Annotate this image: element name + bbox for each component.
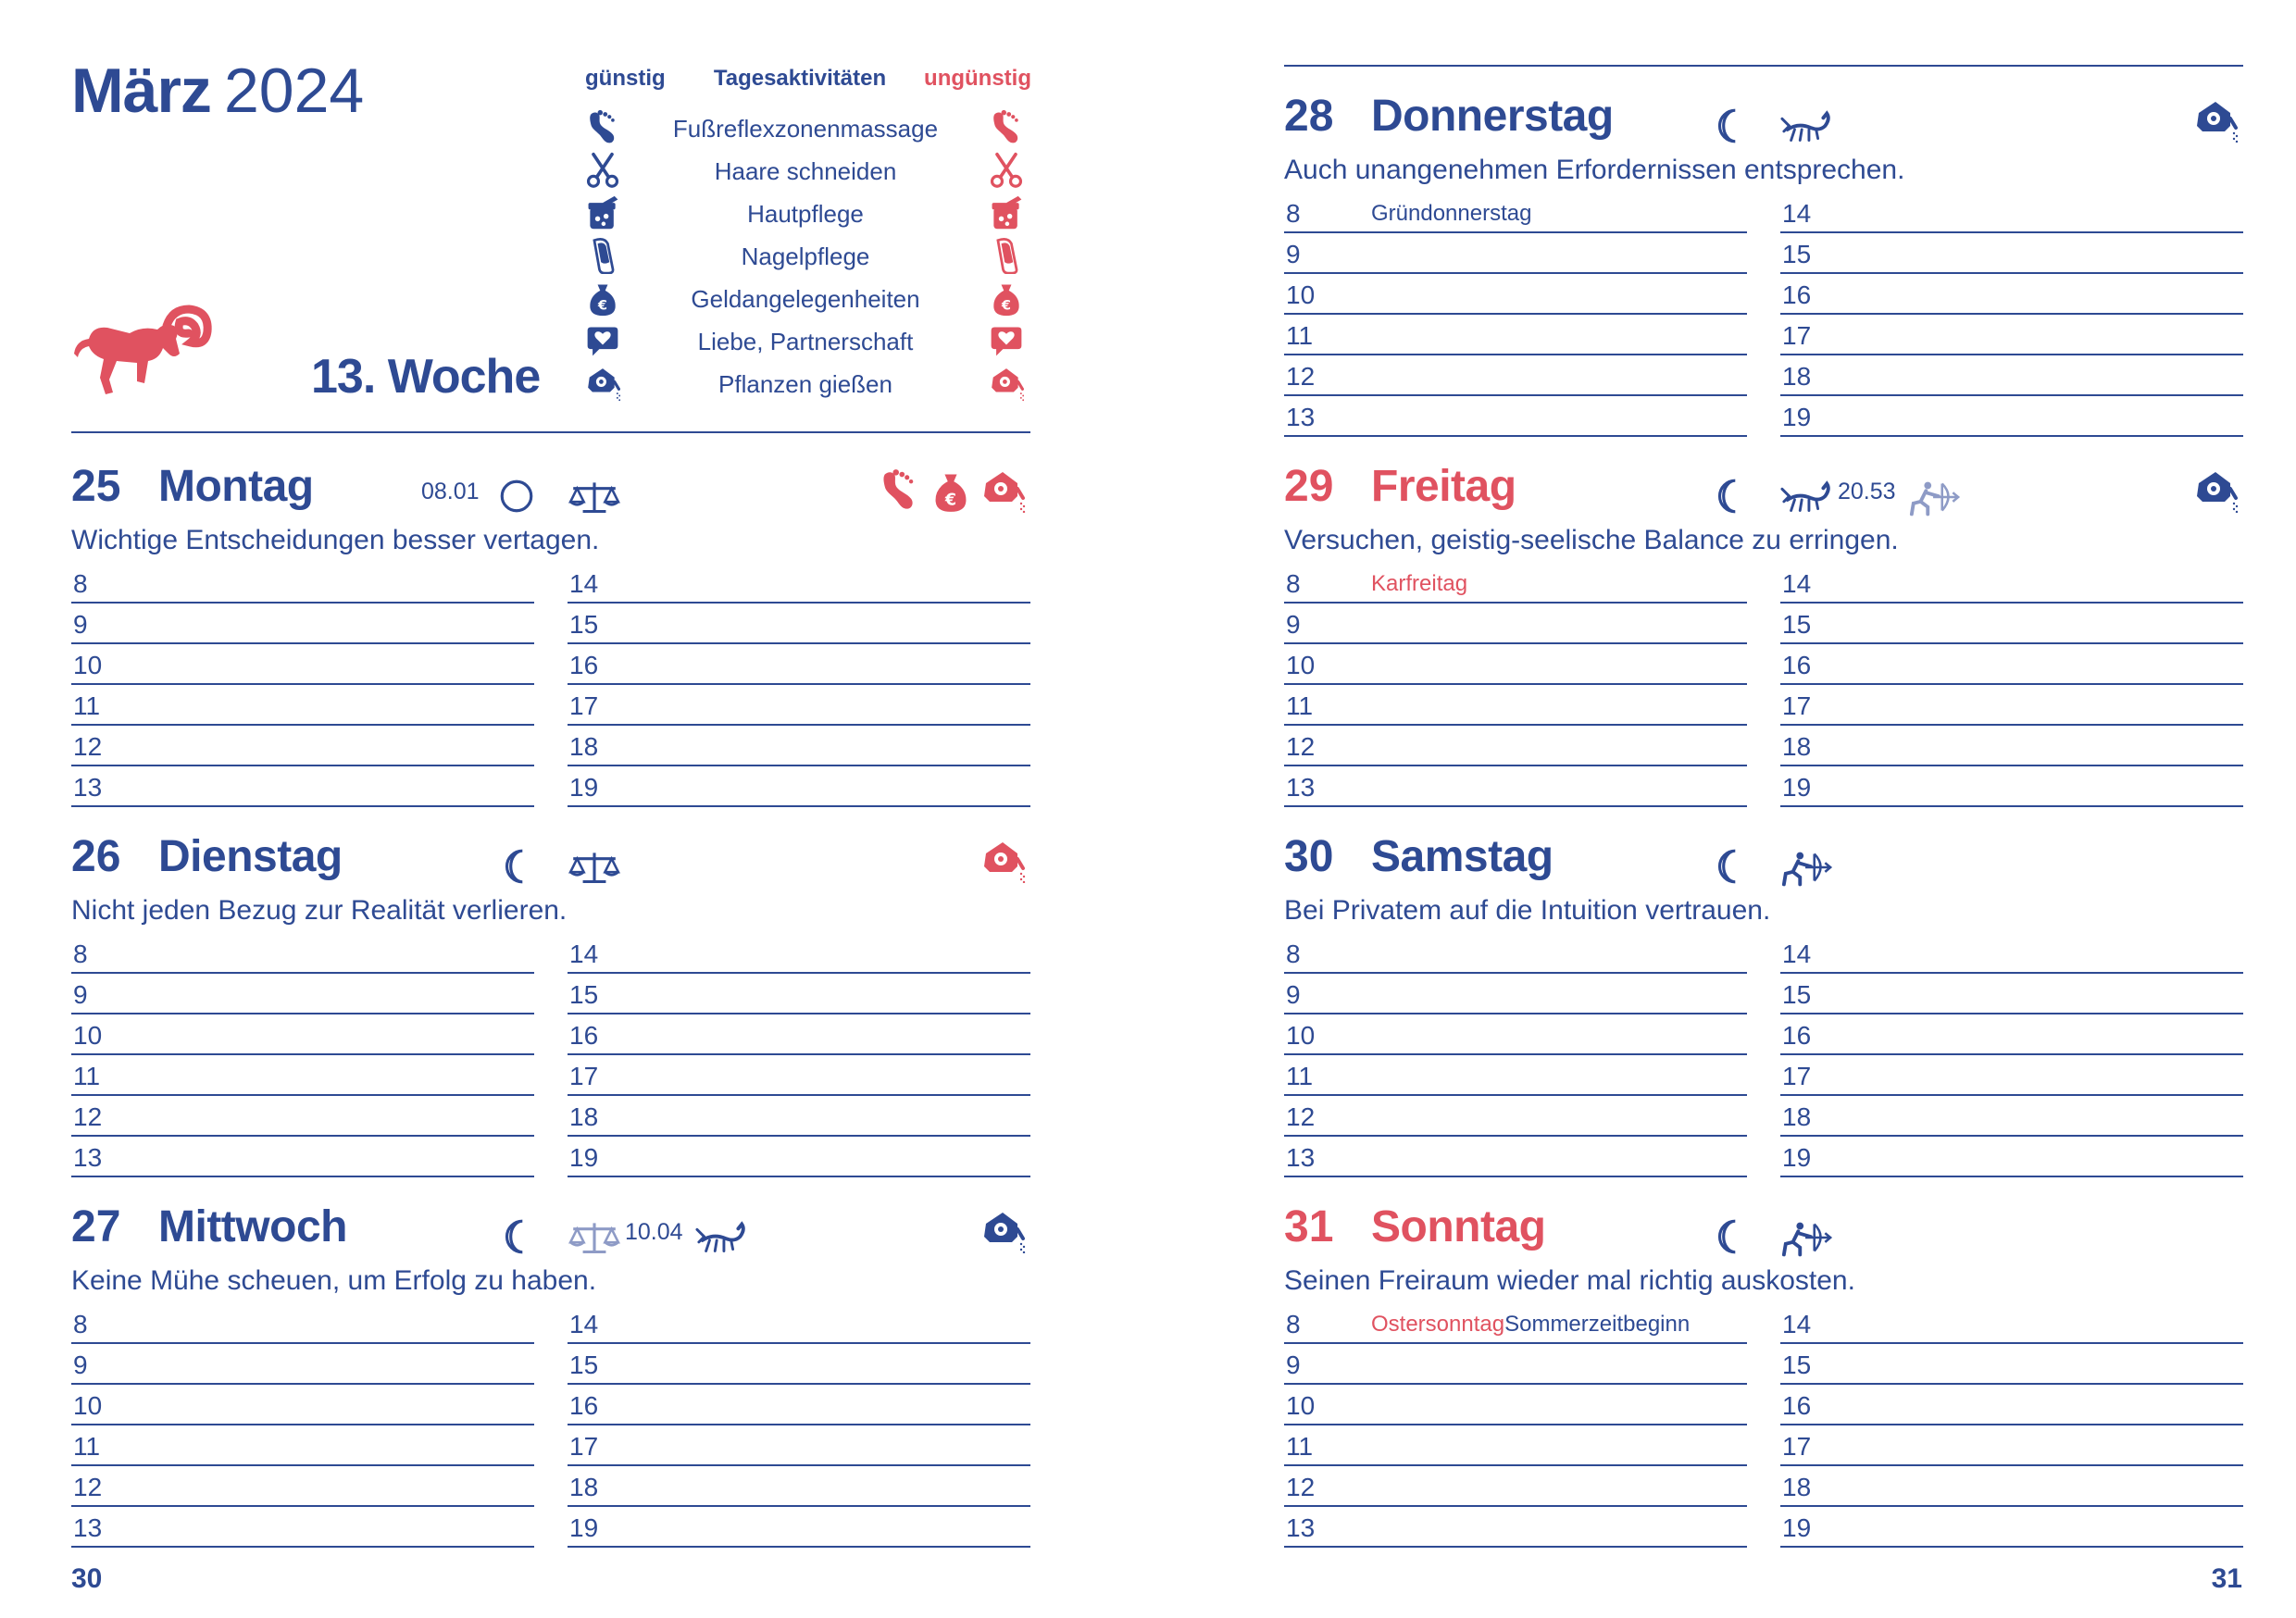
waning-moon-icon	[497, 1214, 536, 1259]
hour-line[interactable]	[568, 1385, 1030, 1425]
hour-label: 11	[73, 1432, 101, 1461]
hour-line[interactable]	[1284, 1303, 1747, 1344]
hour-line[interactable]	[1284, 933, 1747, 974]
hour-label: 11	[73, 1062, 101, 1090]
nail-icon	[989, 237, 1024, 274]
money-bag-icon	[585, 280, 620, 317]
day-block	[71, 829, 1030, 1200]
heart-bubble-icon	[989, 322, 1024, 359]
hour-label: 14	[569, 940, 599, 968]
hour-label: 14	[1782, 199, 1812, 228]
hour-line[interactable]	[568, 1303, 1030, 1344]
aries-icon	[70, 302, 218, 398]
hour-label: 15	[1782, 610, 1812, 639]
hour-label: 18	[1782, 1102, 1812, 1131]
hour-label: 13	[1286, 1513, 1316, 1542]
hour-label: 8	[1286, 199, 1301, 228]
hour-line[interactable]	[1780, 1425, 2243, 1466]
event-note: Sommerzeitbeginn	[1504, 1312, 1691, 1337]
hour-label: 15	[569, 980, 599, 1009]
holiday-note: Karfreitag	[1371, 571, 1468, 596]
hour-label: 10	[1286, 1391, 1316, 1420]
waning-moon-icon	[1710, 104, 1749, 148]
activities-title: Tagesaktivitäten	[713, 66, 887, 91]
libra-icon	[568, 846, 621, 890]
hour-label: 17	[1782, 1432, 1812, 1461]
hour-label: 16	[1782, 280, 1812, 309]
hour-label: 12	[1286, 1473, 1316, 1501]
watering-can-icon	[979, 468, 1027, 513]
hour-label: 18	[569, 1473, 599, 1501]
waning-moon-icon	[1710, 474, 1749, 518]
day-block	[1284, 1200, 2243, 1570]
hours-column-afternoon	[568, 563, 1030, 807]
hour-line[interactable]	[568, 1014, 1030, 1055]
favorable-label: günstig	[585, 66, 666, 91]
hour-label: 12	[1286, 1102, 1316, 1131]
day-block	[71, 1200, 1030, 1570]
activity-row	[585, 150, 1029, 193]
hour-label: 8	[1286, 1310, 1301, 1338]
hour-line[interactable]	[71, 1425, 534, 1466]
hour-label: 9	[73, 610, 88, 639]
week-label: 13. Woche	[311, 350, 541, 404]
hour-line[interactable]	[1780, 933, 2243, 974]
hour-line[interactable]	[568, 685, 1030, 726]
hour-line[interactable]	[71, 604, 534, 644]
hour-line[interactable]	[568, 644, 1030, 685]
hour-line[interactable]	[1284, 563, 1747, 604]
hour-label: 8	[73, 1310, 88, 1338]
hour-line[interactable]	[1284, 1055, 1747, 1096]
activity-label: Fußreflexzonenmassage	[672, 115, 939, 143]
hours-column-afternoon	[1780, 563, 2243, 807]
unfavorable-label: ungünstig	[924, 66, 1031, 91]
activity-label: Liebe, Partnerschaft	[697, 328, 914, 355]
day-block	[1284, 829, 2243, 1200]
hour-line[interactable]	[71, 1096, 534, 1137]
day-note	[1371, 570, 1467, 598]
hour-label: 8	[1286, 940, 1301, 968]
hour-line[interactable]	[1284, 604, 1747, 644]
hour-line[interactable]	[71, 644, 534, 685]
hour-line[interactable]	[1780, 1303, 2243, 1344]
nail-icon	[585, 237, 620, 274]
day-note	[1371, 1311, 1690, 1338]
hour-label: 19	[1782, 403, 1812, 431]
hour-line[interactable]	[1780, 1055, 2243, 1096]
month-name: März	[71, 56, 211, 126]
hours-column-afternoon	[1780, 933, 2243, 1177]
scorpio-icon	[1780, 106, 1834, 150]
day-block	[1284, 89, 2243, 459]
hour-label: 13	[1286, 773, 1316, 802]
hour-line[interactable]	[71, 1344, 534, 1385]
hour-line[interactable]	[71, 1466, 534, 1507]
hour-line[interactable]	[568, 1055, 1030, 1096]
day-motto: Keine Mühe scheuen, um Erfolg zu haben.	[71, 1265, 597, 1296]
hour-label: 8	[73, 940, 88, 968]
hour-line[interactable]	[568, 726, 1030, 766]
header-divider-right	[1284, 65, 2243, 67]
day-motto: Nicht jeden Bezug zur Realität verlieren.	[71, 895, 568, 926]
hour-label: 19	[1782, 773, 1812, 802]
waning-moon-icon	[1710, 1214, 1749, 1259]
sagittarius-icon	[1780, 1216, 1834, 1261]
activity-row	[585, 320, 1029, 363]
hour-label: 11	[1286, 1062, 1314, 1090]
header-divider	[71, 431, 1030, 433]
hour-line[interactable]	[1284, 685, 1747, 726]
hour-line[interactable]	[1284, 1385, 1747, 1425]
hour-label: 8	[73, 569, 88, 598]
activity-label: Haare schneiden	[714, 157, 897, 185]
hour-line[interactable]	[1284, 396, 1747, 437]
hour-line[interactable]	[1780, 355, 2243, 396]
hour-label: 10	[1286, 651, 1316, 679]
sagittarius-icon	[1908, 476, 1962, 520]
watering-can-icon	[2191, 468, 2240, 513]
hour-line[interactable]	[1780, 274, 2243, 315]
hour-line[interactable]	[71, 563, 534, 604]
hour-line[interactable]	[1780, 563, 2243, 604]
day-block	[1284, 459, 2243, 829]
hour-line[interactable]	[1284, 355, 1747, 396]
hour-line[interactable]	[1780, 1014, 2243, 1055]
hour-label: 12	[73, 1102, 103, 1131]
hour-line[interactable]	[1284, 1466, 1747, 1507]
scorpio-icon	[1780, 476, 1834, 520]
hour-label: 17	[1782, 1062, 1812, 1090]
day-number: 30	[1284, 832, 1334, 881]
hours-column-morning	[1284, 1303, 1747, 1548]
hours-column-afternoon	[1780, 193, 2243, 437]
hour-line[interactable]	[1780, 604, 2243, 644]
hour-line[interactable]	[1284, 726, 1747, 766]
libra-icon	[568, 1216, 621, 1261]
hour-label: 12	[73, 732, 103, 761]
hour-label: 10	[73, 1391, 103, 1420]
cream-jar-icon	[989, 194, 1024, 231]
hour-label: 13	[1286, 1143, 1316, 1172]
hour-line[interactable]	[1780, 766, 2243, 807]
hour-line[interactable]	[1780, 685, 2243, 726]
hour-label: 9	[1286, 1350, 1301, 1379]
activity-row	[585, 193, 1029, 235]
hour-label: 9	[73, 1350, 88, 1379]
scissors-icon	[585, 152, 620, 189]
hour-label: 14	[569, 569, 599, 598]
hours-column-afternoon	[568, 1303, 1030, 1548]
hour-line[interactable]	[1780, 233, 2243, 274]
cream-jar-icon	[585, 194, 620, 231]
hour-line[interactable]	[1284, 974, 1747, 1014]
hour-line[interactable]	[71, 1137, 534, 1177]
hour-line[interactable]	[568, 1425, 1030, 1466]
hour-line[interactable]	[568, 563, 1030, 604]
hour-label: 14	[1782, 1310, 1812, 1338]
hour-label: 19	[569, 773, 599, 802]
hours-column-morning	[71, 933, 534, 1177]
hour-line[interactable]	[1284, 193, 1747, 233]
hour-label: 10	[1286, 280, 1316, 309]
holiday-note: Ostersonntag	[1371, 1312, 1505, 1337]
hour-line[interactable]	[568, 1344, 1030, 1385]
hour-label: 13	[73, 1513, 103, 1542]
foot-icon	[585, 109, 620, 146]
hour-line[interactable]	[1780, 193, 2243, 233]
hour-line[interactable]	[1780, 396, 2243, 437]
waning-moon-icon	[497, 844, 536, 889]
moon-time: 08.01	[421, 479, 480, 504]
hour-line[interactable]	[568, 1137, 1030, 1177]
hour-line[interactable]	[71, 1507, 534, 1548]
heart-bubble-icon	[585, 322, 620, 359]
hour-label: 15	[569, 610, 599, 639]
day-number: 26	[71, 832, 121, 881]
day-block	[71, 459, 1030, 829]
day-motto: Seinen Freiraum wieder mal richtig auskosten.	[1284, 1265, 1855, 1296]
weekday-name: Freitag	[1371, 462, 1516, 511]
hour-label: 11	[73, 691, 101, 720]
activity-label: Hautpflege	[747, 200, 864, 228]
weekday-name: Donnerstag	[1371, 92, 1614, 141]
hour-line[interactable]	[1780, 1137, 2243, 1177]
activity-row	[585, 363, 1029, 405]
day-number: 31	[1284, 1202, 1334, 1251]
activity-label: Nagelpflege	[741, 243, 870, 270]
hour-label: 18	[1782, 362, 1812, 391]
hour-line[interactable]	[71, 1014, 534, 1055]
hour-line[interactable]	[1780, 1344, 2243, 1385]
watering-can-icon	[979, 1209, 1027, 1253]
watering-can-icon	[979, 839, 1027, 883]
hour-label: 11	[1286, 321, 1314, 350]
hour-line[interactable]	[1284, 315, 1747, 355]
hour-label: 18	[569, 1102, 599, 1131]
hour-line[interactable]	[1780, 644, 2243, 685]
hour-line[interactable]	[568, 1096, 1030, 1137]
hour-label: 9	[1286, 610, 1301, 639]
hour-label: 19	[1782, 1143, 1812, 1172]
hour-label: 10	[1286, 1021, 1316, 1050]
hour-label: 17	[569, 1062, 599, 1090]
foot-icon	[875, 468, 923, 513]
sign-change-time: 10.04	[625, 1219, 683, 1245]
hour-line[interactable]	[1284, 644, 1747, 685]
activity-label: Geldangelegenheiten	[691, 285, 920, 313]
page-number-right: 31	[2211, 1563, 2242, 1594]
hour-label: 14	[569, 1310, 599, 1338]
hour-label: 16	[1782, 1391, 1812, 1420]
day-motto: Bei Privatem auf die Intuition vertrauen.	[1284, 895, 1771, 926]
libra-icon	[568, 476, 621, 520]
weekday-name: Samstag	[1371, 832, 1554, 881]
hour-line[interactable]	[568, 1466, 1030, 1507]
hour-label: 16	[569, 1021, 599, 1050]
hours-column-morning	[71, 563, 534, 807]
hour-label: 16	[569, 651, 599, 679]
money-bag-icon	[927, 468, 975, 513]
hour-label: 17	[1782, 691, 1812, 720]
hour-line[interactable]	[71, 933, 534, 974]
sign-change-time: 20.53	[1838, 479, 1896, 504]
hour-label: 19	[569, 1513, 599, 1542]
weekday-name: Sonntag	[1371, 1202, 1546, 1251]
hour-line[interactable]	[71, 1385, 534, 1425]
waning-moon-icon	[1710, 844, 1749, 889]
hour-label: 19	[1782, 1513, 1812, 1542]
watering-can-icon	[2191, 98, 2240, 143]
day-number: 27	[71, 1202, 121, 1251]
day-motto: Versuchen, geistig-seelische Balance zu erringen.	[1284, 525, 1899, 555]
day-motto: Wichtige Entscheidungen besser vertagen.	[71, 525, 600, 555]
watering-can-icon	[989, 365, 1024, 402]
hour-label: 15	[1782, 240, 1812, 268]
hour-label: 9	[73, 980, 88, 1009]
hour-line[interactable]	[1780, 315, 2243, 355]
hour-label: 12	[73, 1473, 103, 1501]
hour-label: 16	[569, 1391, 599, 1420]
hour-label: 13	[1286, 403, 1316, 431]
hours-column-afternoon	[568, 933, 1030, 1177]
foot-icon	[989, 109, 1024, 146]
hour-line[interactable]	[1284, 274, 1747, 315]
hour-label: 13	[73, 773, 103, 802]
hour-label: 11	[1286, 1432, 1314, 1461]
hours-column-morning	[71, 1303, 534, 1548]
day-number: 29	[1284, 462, 1334, 511]
hour-line[interactable]	[568, 974, 1030, 1014]
hour-label: 15	[1782, 980, 1812, 1009]
hour-line[interactable]	[1284, 766, 1747, 807]
day-note	[1371, 200, 1531, 228]
hour-label: 15	[1782, 1350, 1812, 1379]
hour-label: 16	[1782, 1021, 1812, 1050]
hour-line[interactable]	[71, 726, 534, 766]
event-note: Gründonnerstag	[1371, 201, 1532, 226]
hour-label: 17	[1782, 321, 1812, 350]
hour-line[interactable]	[1284, 1014, 1747, 1055]
hour-label: 9	[1286, 980, 1301, 1009]
hour-label: 19	[569, 1143, 599, 1172]
hour-label: 8	[1286, 569, 1301, 598]
hour-label: 11	[1286, 691, 1314, 720]
weekday-name: Mittwoch	[158, 1202, 347, 1251]
hour-line[interactable]	[568, 766, 1030, 807]
hour-label: 12	[1286, 362, 1316, 391]
scorpio-icon	[695, 1216, 749, 1261]
sagittarius-icon	[1780, 846, 1834, 890]
hour-line[interactable]	[1284, 233, 1747, 274]
hour-line[interactable]	[71, 1055, 534, 1096]
day-number: 25	[71, 462, 121, 511]
hour-label: 15	[569, 1350, 599, 1379]
hours-column-afternoon	[1780, 1303, 2243, 1548]
hours-column-morning	[1284, 563, 1747, 807]
hour-line[interactable]	[71, 766, 534, 807]
hour-label: 10	[73, 1021, 103, 1050]
activity-row	[585, 107, 1029, 150]
activity-row	[585, 235, 1029, 278]
hour-line[interactable]	[568, 1507, 1030, 1548]
hour-line[interactable]	[71, 685, 534, 726]
full-moon-icon	[497, 474, 536, 518]
hour-line[interactable]	[1780, 1507, 2243, 1548]
hour-label: 18	[1782, 732, 1812, 761]
hours-column-morning	[1284, 933, 1747, 1177]
weekday-name: Dienstag	[158, 832, 343, 881]
hour-label: 17	[569, 1432, 599, 1461]
hour-label: 14	[1782, 569, 1812, 598]
hour-label: 18	[569, 732, 599, 761]
hour-label: 10	[73, 651, 103, 679]
day-motto: Auch unangenehmen Erfordernissen entsprechen.	[1284, 155, 1905, 185]
hour-line[interactable]	[1284, 1137, 1747, 1177]
money-bag-icon	[989, 280, 1024, 317]
hour-label: 13	[73, 1143, 103, 1172]
hour-line[interactable]	[1284, 1096, 1747, 1137]
month-year-title	[71, 54, 364, 128]
hour-label: 18	[1782, 1473, 1812, 1501]
hour-line[interactable]	[568, 604, 1030, 644]
hour-label: 14	[1782, 940, 1812, 968]
hour-line[interactable]	[1780, 726, 2243, 766]
hour-line[interactable]	[1780, 974, 2243, 1014]
hour-label: 16	[1782, 651, 1812, 679]
activity-label: Pflanzen gießen	[718, 370, 892, 398]
hour-label: 12	[1286, 732, 1316, 761]
hour-label: 9	[1286, 240, 1301, 268]
activity-row	[585, 278, 1029, 320]
hour-line[interactable]	[1284, 1425, 1747, 1466]
weekday-name: Montag	[158, 462, 314, 511]
hour-label: 17	[569, 691, 599, 720]
hour-line[interactable]	[1284, 1344, 1747, 1385]
year-number: 2024	[223, 56, 365, 126]
page-number-left: 30	[71, 1563, 103, 1594]
hour-line[interactable]	[1780, 1096, 2243, 1137]
hour-line[interactable]	[1780, 1385, 2243, 1425]
hour-line[interactable]	[71, 1303, 534, 1344]
watering-can-icon	[585, 365, 620, 402]
hour-line[interactable]	[1284, 1507, 1747, 1548]
day-number: 28	[1284, 92, 1334, 141]
hours-column-morning	[1284, 193, 1747, 437]
hour-line[interactable]	[568, 933, 1030, 974]
scissors-icon	[989, 152, 1024, 189]
hour-line[interactable]	[1780, 1466, 2243, 1507]
hour-line[interactable]	[71, 974, 534, 1014]
